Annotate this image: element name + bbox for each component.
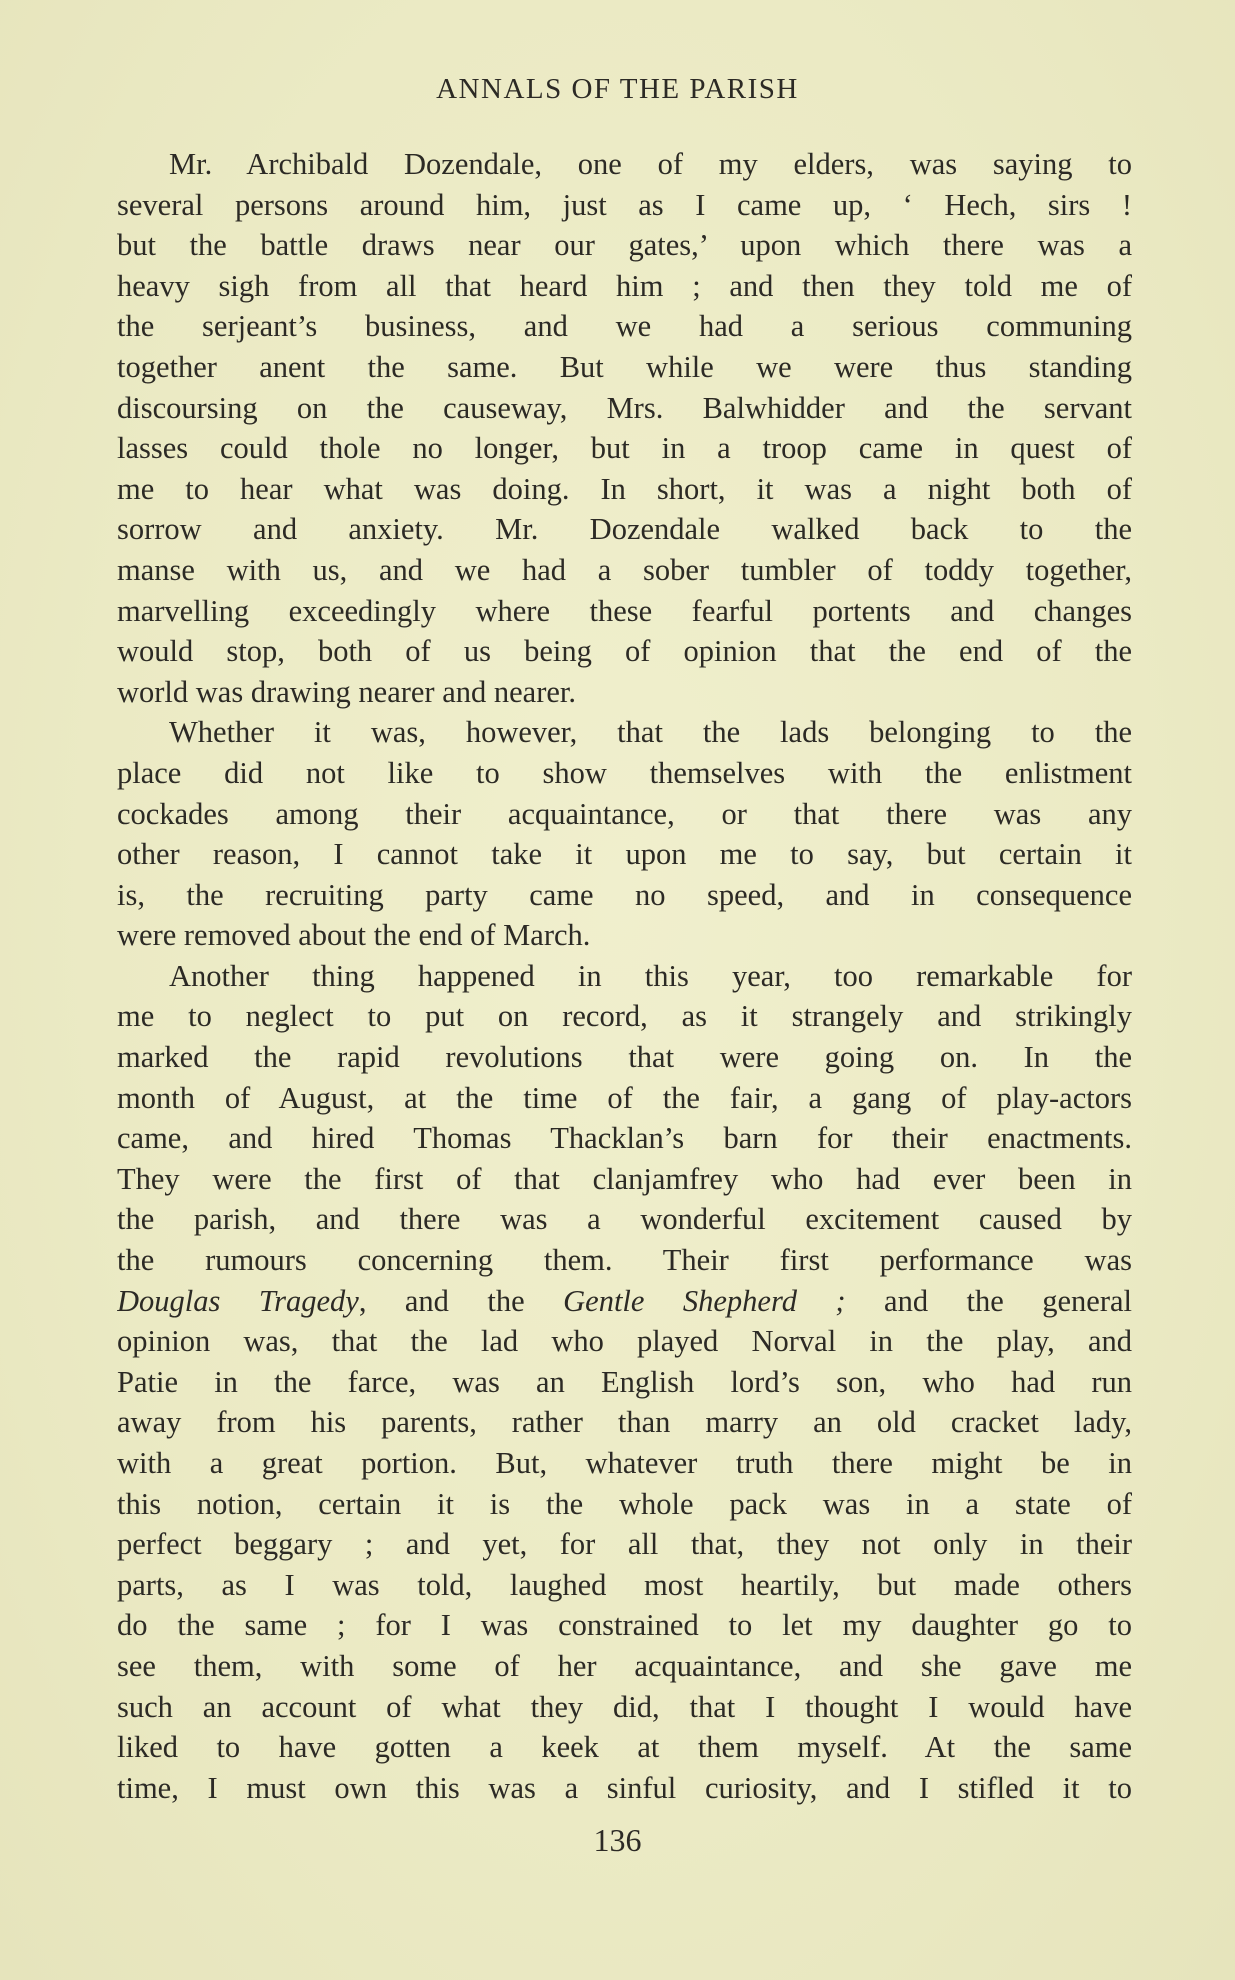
text-line: were removed about the end of March. xyxy=(117,918,591,953)
text-fragment: , and the xyxy=(358,1283,564,1318)
text-line: time, I must own this was a sinful curiosity, and I stifled it to xyxy=(117,1770,1132,1805)
text-line: the parish, and there was a wonderful excitement caused by xyxy=(117,1202,1132,1237)
text-line: but the battle draws near our gates,’ upon which there was a xyxy=(117,228,1132,263)
text-line: is, the recruiting party came no speed, and in consequence xyxy=(117,877,1132,912)
text-line: came, and hired Thomas Thacklan’s barn for their enactments. xyxy=(117,1121,1132,1156)
text-line: cockades among their acquaintance, or that there was any xyxy=(117,796,1132,831)
text-line: Whether it was, however, that the lads belonging to the xyxy=(169,715,1132,750)
text-line: heavy sigh from all that heard him ; and then they told me of xyxy=(117,268,1132,303)
text-line: several persons around him, just as I came up, ‘ Hech, sirs ! xyxy=(117,187,1132,222)
text-line: do the same ; for I was constrained to let my daughter go to xyxy=(117,1608,1132,1643)
text-line: such an account of what they did, that I thought I would have xyxy=(117,1689,1132,1724)
text-line-with-titles xyxy=(117,1281,1132,1322)
text-line: month of August, at the time of the fair, a gang of play-actors xyxy=(117,1080,1132,1115)
text-line: me to hear what was doing. In short, it was a night both of xyxy=(117,471,1132,506)
text-line: perfect beggary ; and yet, for all that, they not only in their xyxy=(117,1527,1132,1562)
text-line: would stop, both of us being of opinion that the end of the xyxy=(117,634,1132,669)
text-line: lasses could thole no longer, but in a troop came in quest of xyxy=(117,431,1132,466)
text-line: with a great portion. But, whatever truth there might be in xyxy=(117,1446,1132,1480)
text-line: marvelling exceedingly where these fearful portents and changes xyxy=(117,593,1132,628)
running-head: ANNALS OF THE PARISH xyxy=(436,73,799,105)
text-line: manse with us, and we had a sober tumbler of toddy together, xyxy=(117,552,1132,587)
text-line: world was drawing nearer and nearer. xyxy=(117,674,576,709)
text-line: together anent the same. But while we were thus standing xyxy=(117,349,1132,384)
text-line: away from his parents, rather than marry an old cracket lady, xyxy=(117,1405,1132,1440)
text-line: liked to have gotten a keek at them myself. At the same xyxy=(117,1730,1132,1765)
text-line: the serjeant’s business, and we had a serious communing xyxy=(117,309,1132,344)
text-line: Another thing happened in this year, too remarkable for xyxy=(169,958,1132,993)
play-title-gentle-shepherd: Gentle Shepherd ; xyxy=(563,1283,846,1318)
text-line: place did not like to show themselves with the enlistment xyxy=(117,755,1132,790)
text-line: opinion was, that the lad who played Norval in the play, and xyxy=(117,1324,1132,1359)
text-line: me to neglect to put on record, as it strangely and strikingly xyxy=(117,999,1132,1034)
body-text xyxy=(117,144,1132,1808)
text-line: parts, as I was told, laughed most heartily, but made others xyxy=(117,1567,1132,1602)
text-line: the rumours concerning them. Their first performance was xyxy=(117,1243,1132,1278)
page-number: 136 xyxy=(593,1822,642,1858)
play-title-douglas: Douglas Tragedy xyxy=(117,1283,359,1318)
text-line: They were the first of that clanjamfrey who had ever been in xyxy=(117,1161,1132,1196)
text-line: Patie in the farce, was an English lord’s son, who had run xyxy=(117,1364,1132,1399)
text-line: sorrow and anxiety. Mr. Dozendale walked back to the xyxy=(117,512,1132,547)
text-line: discoursing on the causeway, Mrs. Balwhidder and the servant xyxy=(117,390,1132,425)
text-line: see them, with some of her acquaintance, and she gave me xyxy=(117,1648,1132,1683)
text-fragment: and the general xyxy=(845,1283,1132,1318)
text-line: Mr. Archibald Dozendale, one of my elders, was saying to xyxy=(169,147,1132,181)
text-line: this notion, certain it is the whole pack was in a state of xyxy=(117,1486,1132,1521)
text-line: marked the rapid revolutions that were going on. In the xyxy=(117,1040,1132,1075)
text-line: other reason, I cannot take it upon me to say, but certain it xyxy=(117,837,1132,872)
